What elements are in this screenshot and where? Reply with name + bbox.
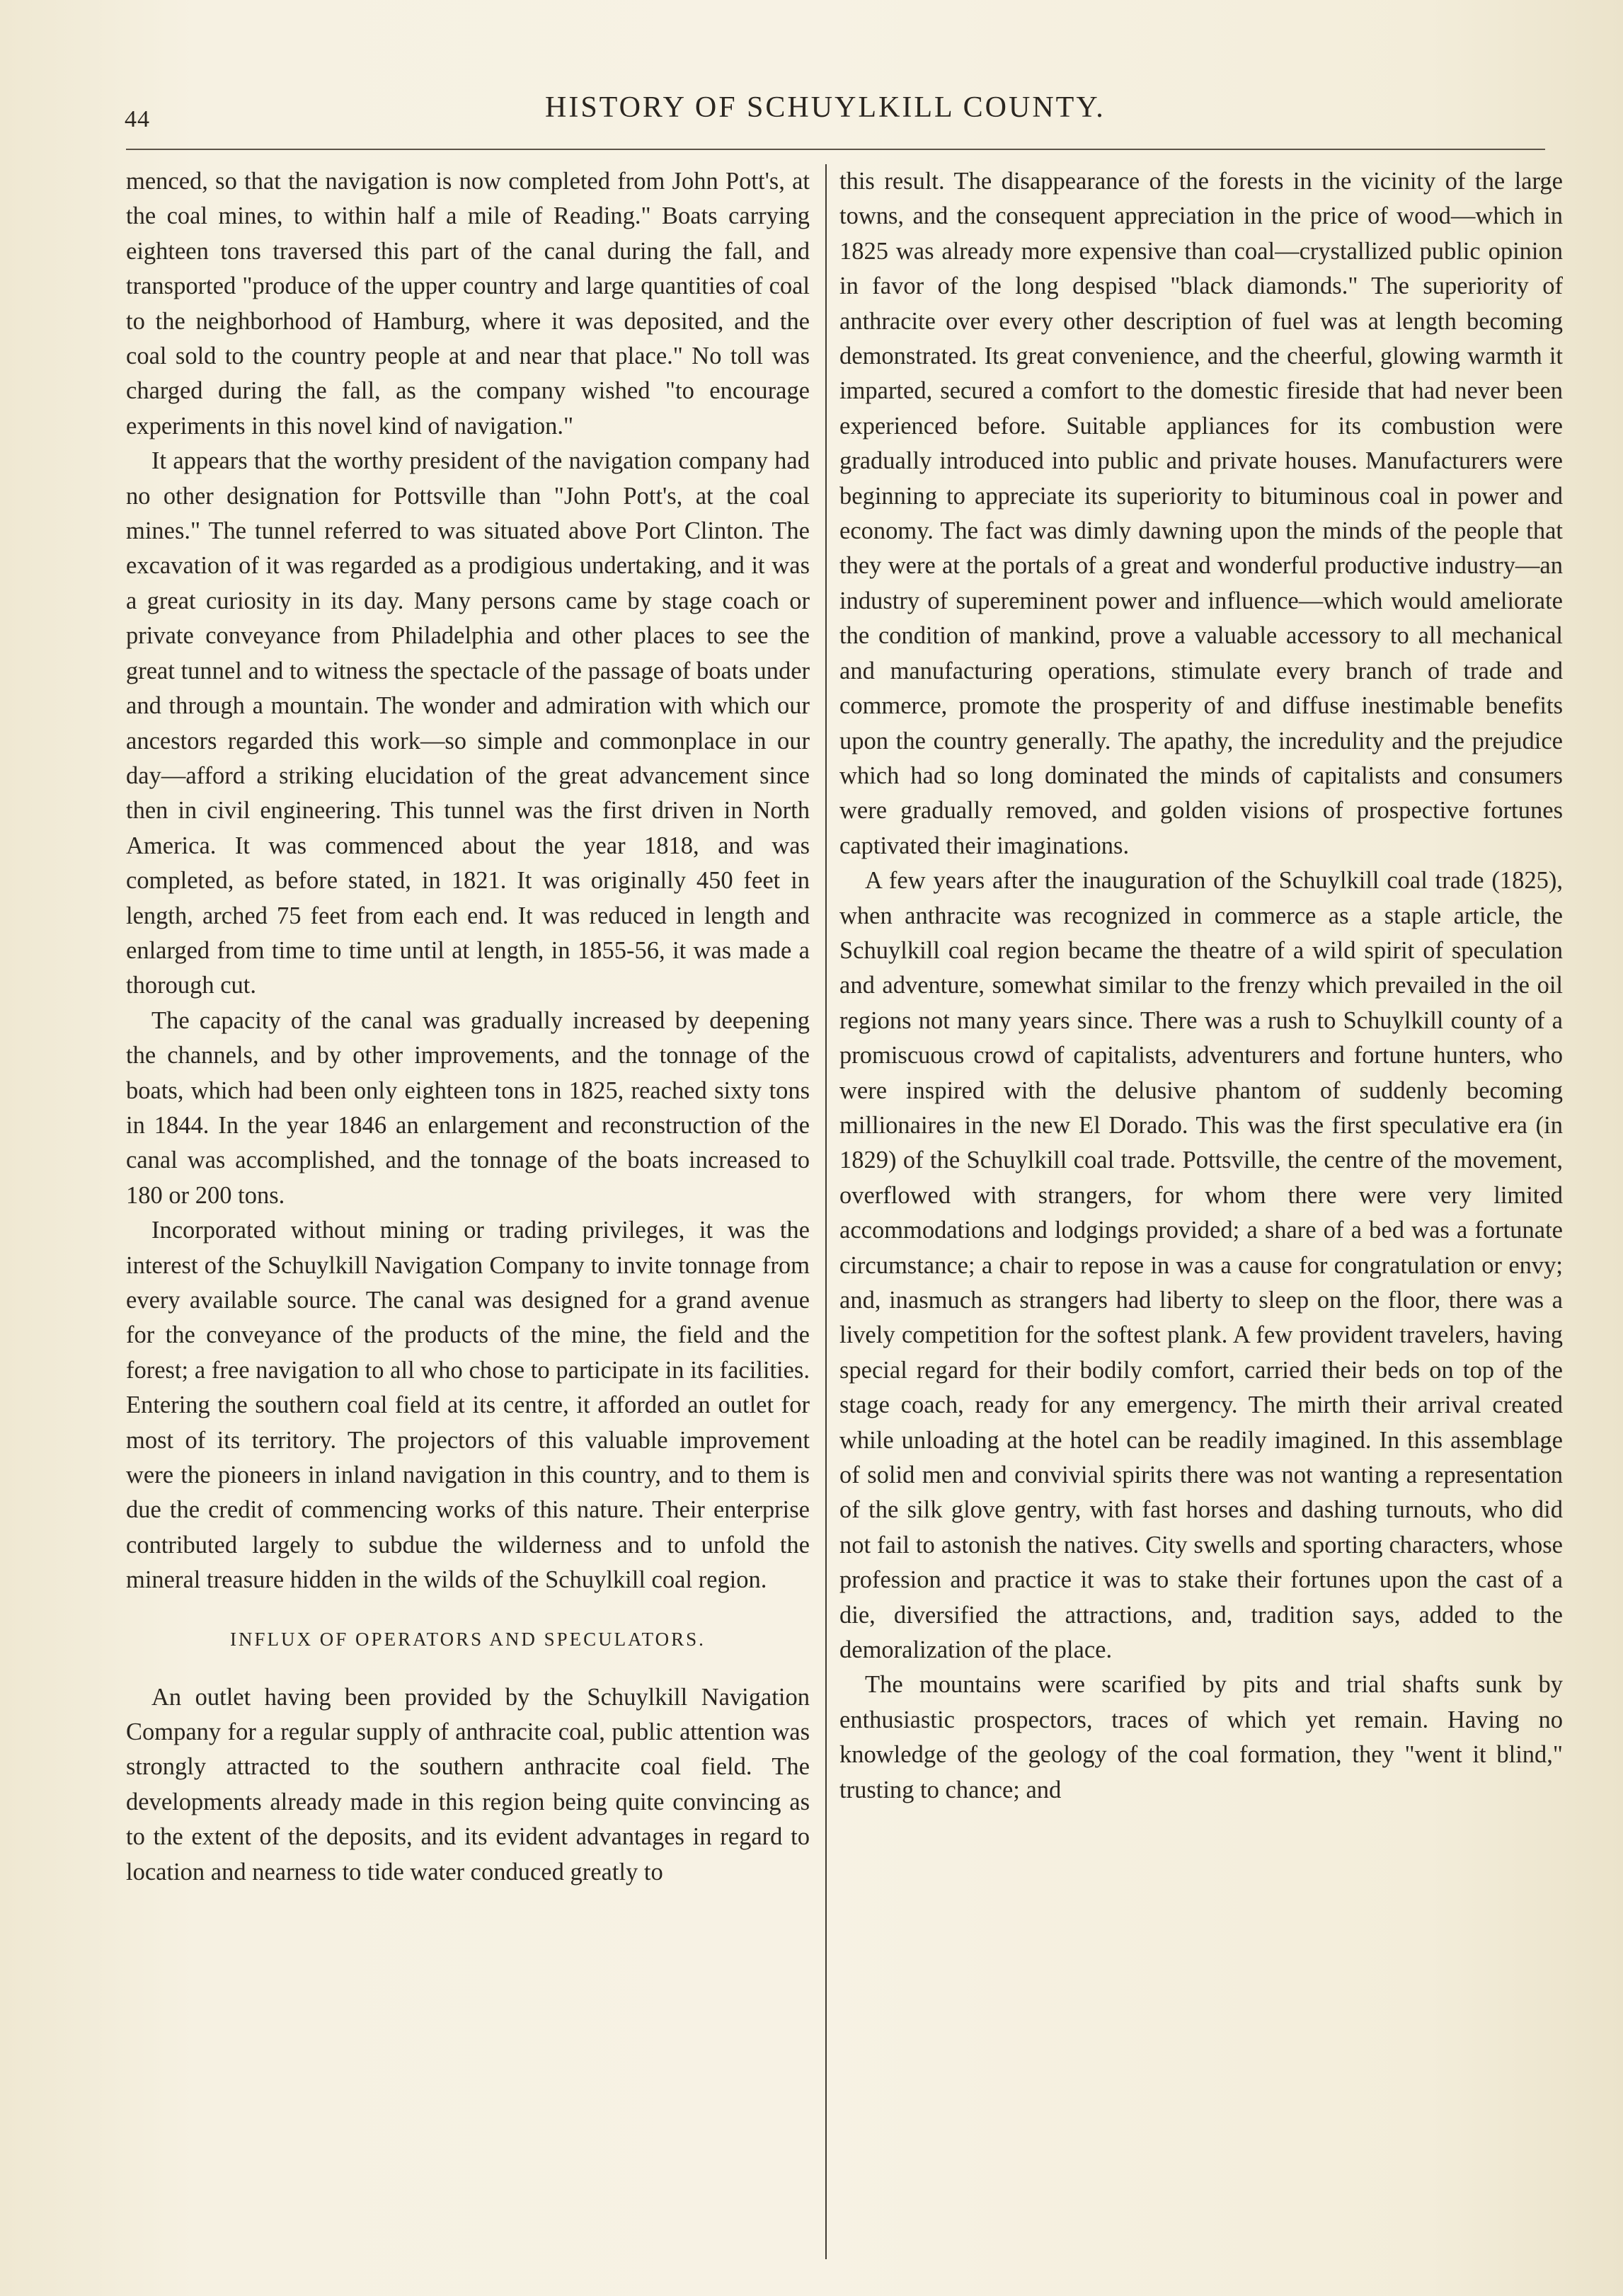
- column-divider: [825, 164, 827, 2259]
- header-rule: [126, 149, 1545, 150]
- page-header-title: HISTORY OF SCHUYLKILL COUNTY.: [545, 91, 1106, 124]
- section-heading: INFLUX OF OPERATORS AND SPECULATORS.: [230, 1628, 706, 1650]
- paragraph: The mountains were scarified by pits and trial shafts sunk by enthusiastic prospectors, traces of which yet remain. Having no knowledge of the geology of the coal formation, they "went it blind," trusting to chance; and: [839, 1671, 1563, 1803]
- paragraph: menced, so that the navigation is now completed from John Pott's, at the coal mines, to within half a mile of Reading." Boats carrying eighteen tons traversed this part of the canal during the fall, and transported "produce of the upper country and large quantities of coal to the neighborhood of Hamburg, where it was deposited, and the coal sold to the country people at and near that place." No toll was charged during the fall, as the company wished "to encourage experiments in this novel kind of navigation.": [126, 168, 810, 440]
- paragraph: An outlet having been provided by the Schuylkill Navigation Company for a regular supply of anthracite coal, public attention was strongly attracted to the southern anthracite coal field. The developments already made in this region being quite convincing as to the extent of the deposits, and its evident advantages in regard to location and nearness to tide water conduced greatly to: [126, 1683, 810, 1885]
- paragraph: this result. The disappearance of the forests in the vicinity of the large towns, and the consequent appreciation in the price of wood—which in 1825 was already more expensive than coal—crystallized public opinion in favor of the long despised "black diamonds." The superiority of anthracite over every other description of fuel was at length becoming demonstrated. Its great convenience, and the cheerful, glowing warmth it imparted, secured a comfort to the domestic fireside that had never been experienced before. Suitable appliances for its combustion were gradually introduced into public and private houses. Manufacturers were beginning to appreciate its superiority to bituminous coal in power and economy. The fact was dimly dawning upon the minds of the people that they were at the portals of a great and wonderful productive industry—an industry of supereminent power and influence—which would ameliorate the condition of mankind, prove a valuable accessory to all mechanical and manufacturing operations, stimulate every branch of trade and commerce, promote the prosperity of and diffuse inestimable benefits upon the country generally. The apathy, the incredulity and the prejudice which had so long dominated the minds of capitalists and consumers were gradually removed, and golden visions of prospective fortunes captivated their imaginations.: [839, 168, 1563, 859]
- running-head: [125, 91, 1576, 133]
- left-column: [126, 164, 810, 1890]
- paragraph: A few years after the inauguration of the Schuylkill coal trade (1825), when anthracite was recognized in commerce as a staple article, the Schuylkill coal region became the theatre of a wild spirit of speculation and adventure, somewhat similar to the frenzy which prevailed in the oil regions not many years since. There was a rush to Schuylkill county of a promiscuous crowd of capitalists, adventurers and fortune hunters, who were inspired with the delusive phantom of suddenly becoming millionaires in the new El Dorado. This was the first speculative era (in 1829) of the Schuylkill coal trade. Pottsville, the centre of the movement, overflowed with strangers, for whom there were very limited accommodations and lodgings provided; a share of a bed was a fortunate circumstance; a chair to repose in was a cause for congratulation or envy; and, inasmuch as strangers had liberty to sleep on the floor, there was a lively competition for the softest plank. A few provident travelers, having special regard for their bodily comfort, carried their beds on top of the stage coach, ready for any emergency. The mirth their arrival created while unloading at the hotel can be readily imagined. In this assemblage of solid men and convivial spirits there was not wanting a representation of the silk glove gentry, with fast horses and dashing turnouts, who did not fail to astonish the natives. City swells and sporting characters, whose profession and practice it was to stake their fortunes upon the cast of a die, diversified the attractions, and, tradition says, added to the demoralization of the place.: [839, 867, 1563, 1664]
- paragraph: It appears that the worthy president of the navigation company had no other designation for Pottsville than "John Pott's, at the coal mines." The tunnel referred to was situated above Port Clinton. The excavation of it was regarded as a prodigious undertaking, and it was a great curiosity in its day. Many persons came by stage coach or private conveyance from Philadelphia and other places to see the great tunnel and to witness the spectacle of the passage of boats under and through a mountain. The wonder and admiration with which our ancestors regarded this work—so simple and commonplace in our day—afford a striking elucidation of the great advancement since then in civil engineering. This tunnel was the first driven in North America. It was commenced about the year 1818, and was completed, as before stated, in 1821. It was originally 450 feet in length, arched 75 feet from each end. It was reduced in length and enlarged from time to time until at length, in 1855-56, it was made a thorough cut.: [126, 447, 810, 999]
- paragraph: Incorporated without mining or trading privileges, it was the interest of the Schuylkill Navigation Company to invite tonnage from every available source. The canal was designed for a grand avenue for the conveyance of the products of the mine, the field and the forest; a free navigation to all who chose to participate in its facilities. Entering the southern coal field at its centre, it afforded an outlet for most of its territory. The projectors of this valuable improvement were the pioneers in inland navigation in this country, and to them is due the credit of commencing works of this nature. Their enterprise contributed largely to subdue the wilderness and to unfold the mineral treasure hidden in the wilds of the Schuylkill coal region.: [126, 1217, 810, 1594]
- paragraph: The capacity of the canal was gradually increased by deepening the channels, and by other improvements, and the tonnage of the boats, which had been only eighteen tons in 1825, reached sixty tons in 1844. In the year 1846 an enlargement and reconstruction of the canal was accomplished, and the tonnage of the boats increased to 180 or 200 tons.: [126, 1006, 810, 1209]
- page-number: 44: [125, 106, 150, 132]
- right-column: [839, 164, 1563, 1808]
